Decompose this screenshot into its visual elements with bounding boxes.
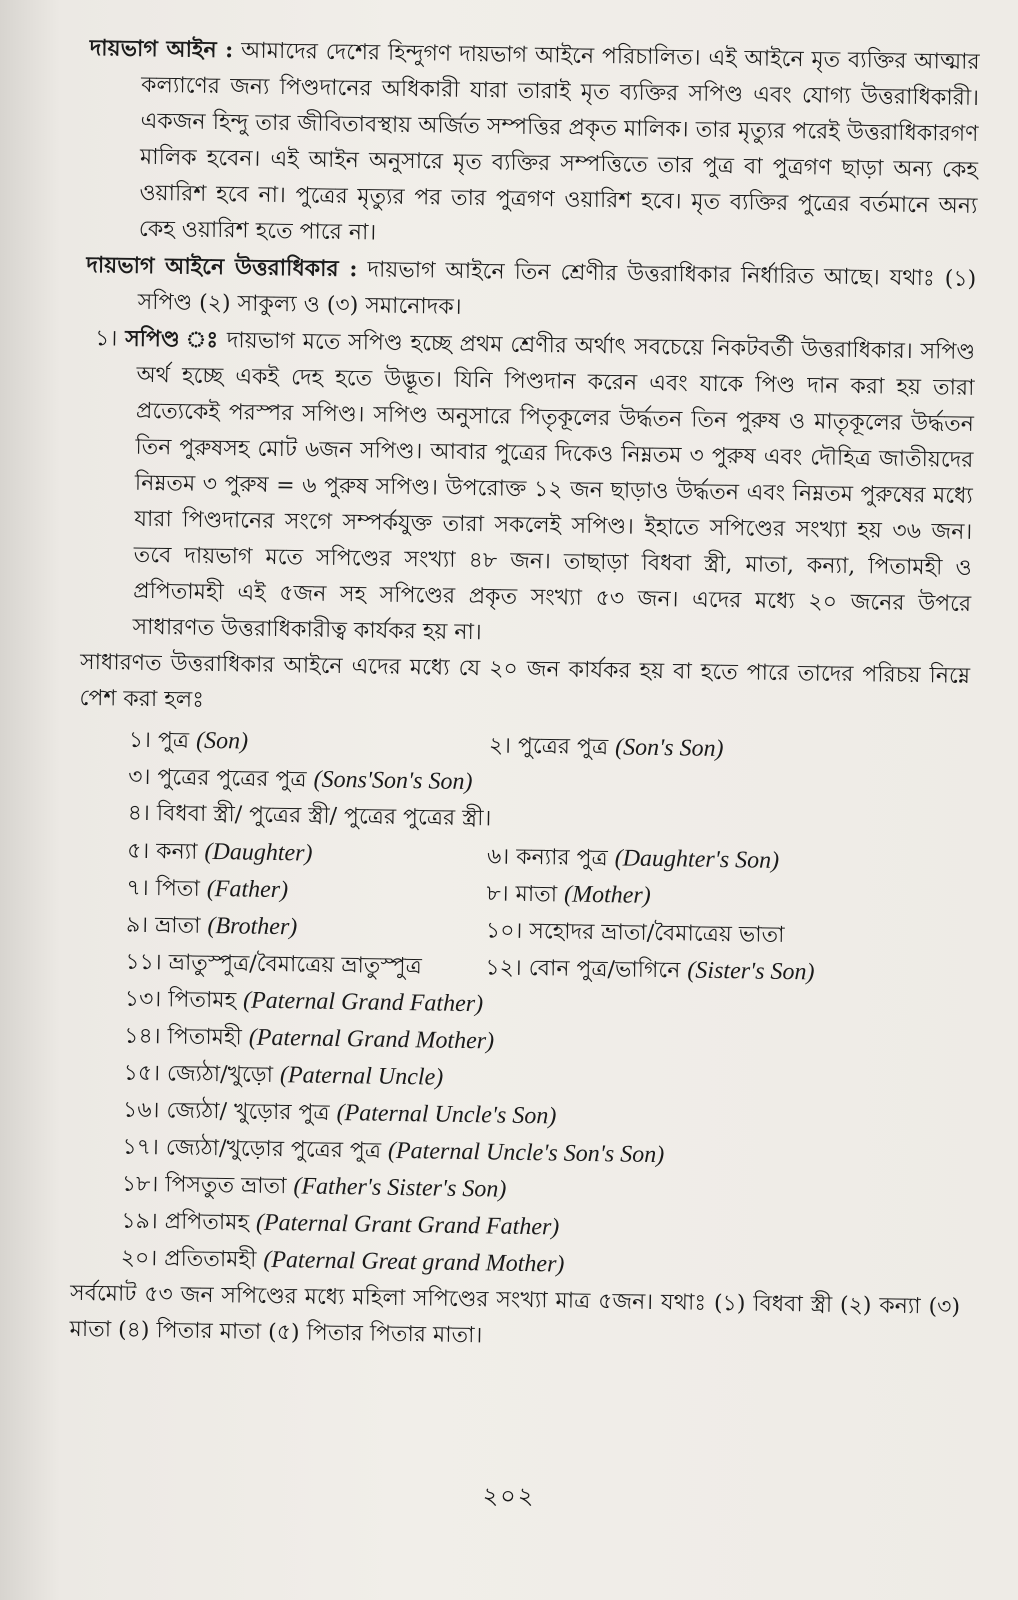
- heir-bn: ১৮। পিসতুত ভ্রাতা: [121, 1171, 287, 1200]
- heir-en: (Paternal Grand Father): [242, 987, 484, 1018]
- paragraph-female-sapinda: সর্বমোট ৫৩ জন সপিণ্ডের মধ্যে মহিলা সপিণ্ডের সংখ্যা মাত্র ৫জন। যথাঃ (১) বিধবা স্ত্রী (২) কন্যা (৩) মাতা (৪) পিতার মাতা (৫) পিতার পিতার মাতা।: [69, 1280, 961, 1349]
- heading-dayabhaga-law: দায়ভাগ আইন :: [89, 34, 234, 64]
- heir-en: (Son's Son): [614, 734, 724, 763]
- heir-en: (Paternal Grant Grand Father): [255, 1209, 560, 1241]
- page-content: [69, 30, 980, 1362]
- heir-bn: ২। পুত্রের পুত্র: [488, 733, 609, 761]
- heading-sapinda: সপিণ্ড ঃ: [124, 325, 220, 354]
- heir-bn: ১৩। পিতামহ: [124, 986, 237, 1014]
- heir-bn: ১০। সহোদর ভ্রাতা/বৈমাত্রেয় ভাতা: [485, 918, 785, 949]
- heir-en: (Paternal Uncle's Son): [336, 1100, 557, 1130]
- heir-bn: ১১। ভ্রাতুস্পুত্র/বৈমাত্রেয় ভ্রাতুস্পুত্র: [125, 949, 422, 980]
- page-number: ২০২: [482, 1482, 536, 1510]
- paragraph-text: দায়ভাগ আইনে তিন শ্রেণীর উত্তরাধিকার নির্ধারিত আছে। যথাঃ (১) সপিণ্ড (২) সাকুল্য ও (৩) সমানোদক।: [137, 257, 977, 320]
- heir-bn: ১৯। প্রপিতামহ: [121, 1208, 250, 1236]
- heir-bn: ৯। ভ্রাতা: [125, 912, 201, 939]
- heir-en: (Father's Sister's Son): [293, 1173, 507, 1203]
- heir-en: (Sister's Son): [687, 957, 815, 986]
- heir-bn: ৮। মাতা: [486, 881, 558, 908]
- heir-bn: ১৪। পিতামহী: [124, 1023, 242, 1051]
- heir-bn: ১৬। জ্যেঠা/ খুড়োর পুত্র: [122, 1097, 330, 1126]
- heir-en: (Son): [195, 727, 249, 755]
- heir-en: (Paternal Great grand Mother): [263, 1246, 565, 1278]
- paragraph-text: আমাদের দেশের হিন্দুগণ দায়ভাগ আইনে পরিচালিত। এই আইনে মৃত ব্যক্তির আত্মার কল্যাণের জন্য পিণ্ডদানের অধিকারী যারা তারাই মৃত ব্যক্তির সপিণ্ড এবং যোগ্য উত্তরাধিকারী। একজন হিন্দু তার জীবিতাবস্থায় অর্জিত সম্পত্তির প্রকৃত মালিক। তার মৃত্যুর পরেই উত্তরাধিকারগণ মালিক হবেন। এই আইন অনুসারে মৃত ব্যক্তির সম্পত্তিতে তার পুত্র বা পুত্রগণ ছাড়া অন্য কেহ ওয়ারিশ হবে না। পুত্রের মৃত্যুর পর তার পুত্রগণ ওয়ারিশ হবে। মৃত ব্যক্তির পুত্রের বর্তমানে অন্য কেহ ওয়ারিশ হতে পারে না।: [138, 38, 980, 246]
- heir-bn: ৪। বিধবা স্ত্রী/ পুত্রের স্ত্রী/ পুত্রের পুত্রের স্ত্রী।: [127, 800, 492, 832]
- heir-bn: ৭। পিতা: [126, 875, 200, 902]
- heir-bn: ২০। প্রতিতামহী: [120, 1245, 257, 1273]
- heir-en: (Paternal Uncle's Son's Son): [387, 1137, 665, 1169]
- paragraph-sapinda: [80, 320, 975, 659]
- heir-list: [120, 722, 969, 1290]
- heir-en: (Sons'Son's Son): [313, 766, 473, 796]
- heir-bn: ৫। কন্যা: [126, 838, 198, 865]
- paragraph-list-intro: সাধারণত উত্তরাধিকার আইনে এদের মধ্যে যে ২০ জন কার্যকর হয় বা হতে পারে তাদের পরিচয় নিম্নে পেশ করা হলঃ: [79, 649, 971, 713]
- heir-en: (Father): [206, 875, 289, 904]
- heir-en: (Daughter): [204, 838, 313, 867]
- heir-en: (Mother): [563, 881, 651, 909]
- heir-en: (Daughter's Son): [614, 845, 780, 874]
- heir-bn: ১। পুত্র: [128, 727, 190, 754]
- paragraph-dayabhaga-law: [87, 30, 980, 261]
- paragraph-inheritance: [85, 247, 976, 334]
- heir-bn: ১৭। জ্যেঠা/খুড়োর পুত্রের পুত্র: [122, 1134, 382, 1164]
- item-number: ১।: [94, 326, 118, 352]
- heir-bn: ৬। কন্যার পুত্র: [486, 844, 608, 872]
- heir-bn: ৩। পুত্রের পুত্রের পুত্র: [128, 764, 307, 793]
- paragraph-text: দায়ভাগ মতে সপিণ্ড হচ্ছে প্রথম শ্রেণীর অর্থাৎ সবচেয়ে নিকটবর্তী উত্তরাধিকার। সপিণ্ড অর্থ হচ্ছে একই দেহ হতে উদ্ভূত। যিনি পিণ্ডদান করেন এবং যাকে পিণ্ড দান করা হয় তারা প্রত্যেকেই পরস্পর সপিণ্ড। সপিণ্ড অনুসারে পিতৃকূলের উর্দ্ধতন তিন পুরুষ ও মাতৃকূলের উর্দ্ধতন তিন পুরুষসহ মোট ৬জন সপিণ্ড। আবার পুত্রের দিকেও নিম্নতম ৩ পুরুষ এবং দৌহিত্র জাতীয়দের নিম্নতম ৩ পুরুষ = ৬ পুরুষ সপিণ্ড। উপরোক্ত ১২ জন ছাড়াও উর্দ্ধতন এবং নিম্নতম পুরুষের মধ্যে যারা পিণ্ডদানের সংগে সম্পর্কযুক্ত তারা সকলেই সপিণ্ড। ইহাতে সপিণ্ডের সংখ্যা হয় ৩৬ জন। তবে দায়ভাগ মতে সপিণ্ডের সংখ্যা ৪৮ জন। তাছাড়া বিধবা স্ত্রী, মাতা, কন্যা, পিতামহী ও প্রপিতামহী এই ৫জন সহ সপিণ্ডের প্রকৃত সংখ্যা ৫৩ জন। এদের মধ্যে ২০ জনের উপরে সাধারণত উত্তরাধিকারীত্ব কার্যকর হয় না।: [132, 328, 976, 646]
- heir-en: (Brother): [207, 912, 298, 941]
- heir-en: (Paternal Grand Mother): [248, 1024, 495, 1055]
- heir-en: (Paternal Uncle): [279, 1062, 444, 1091]
- heir-bn: ১৫। জ্যেঠা/খুড়ো: [123, 1060, 274, 1089]
- heir-bn: ১২। বোন পুত্র/ভাগিনে: [485, 955, 681, 984]
- heading-inheritance: দায়ভাগ আইনে উত্তরাধিকার :: [86, 251, 358, 283]
